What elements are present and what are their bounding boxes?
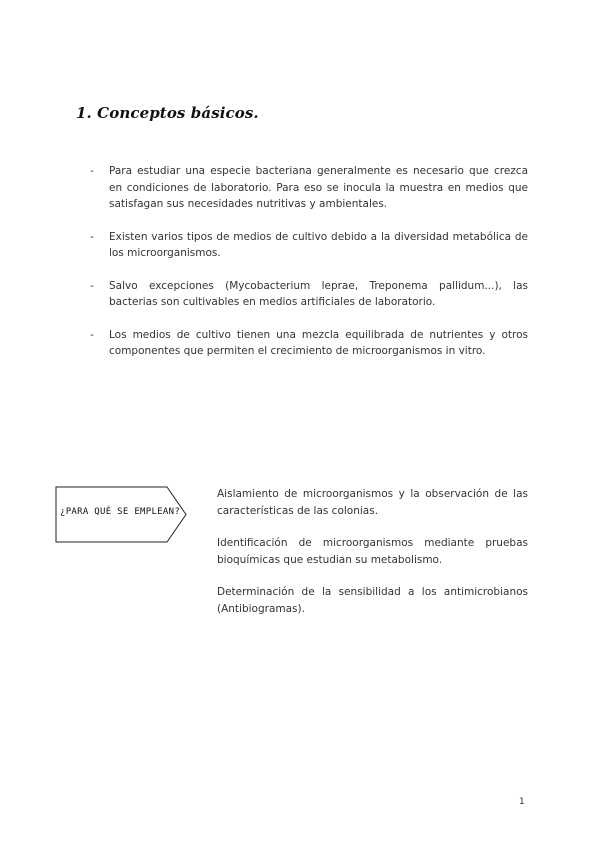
bullet-marker: - [90, 328, 94, 341]
use-item: Determinación de la sensibilidad a los antimicrobianos (Antibiogramas). [217, 586, 528, 615]
bullet-text: Salvo excepciones (Mycobacterium leprae, Treponema pallidum...), las bacterias son cultivables en medios artificiales de laboratorio. [109, 279, 528, 308]
uses-tag-label: ¿PARA QUÉ SE EMPLEAN? [60, 507, 181, 517]
bullet-text: Para estudiar una especie bacteriana generalmente es necesario que crezca en condiciones de laboratorio. Para eso se inocula la muestra en medios que satisfagan sus necesidades nutritivas y ambientales. [109, 165, 528, 210]
bullet-marker: - [90, 230, 94, 243]
page-number: 1 [519, 797, 525, 807]
use-item: Identificación de microorganismos mediante pruebas bioquímicas que estudian su metabolismo. [217, 537, 528, 566]
bullet-item [90, 327, 528, 360]
concepts-bullet-list [90, 163, 528, 376]
bullet-text: Existen varios tipos de medios de cultivo debido a la diversidad metabólica de los microorganismos. [109, 230, 528, 259]
bullet-text: Los medios de cultivo tienen una mezcla equilibrada de nutrientes y otros componentes que permiten el crecimiento de microorganismos in vitro. [109, 328, 528, 357]
bullet-item [90, 278, 528, 311]
section-title: 1. Conceptos básicos. [76, 104, 259, 122]
uses-list [217, 486, 528, 633]
bullet-item [90, 163, 528, 213]
use-item: Aislamiento de microorganismos y la observación de las características de las colonias. [217, 488, 528, 517]
bullet-marker: - [90, 165, 94, 177]
bullet-item [90, 229, 528, 262]
bullet-marker: - [90, 279, 94, 292]
